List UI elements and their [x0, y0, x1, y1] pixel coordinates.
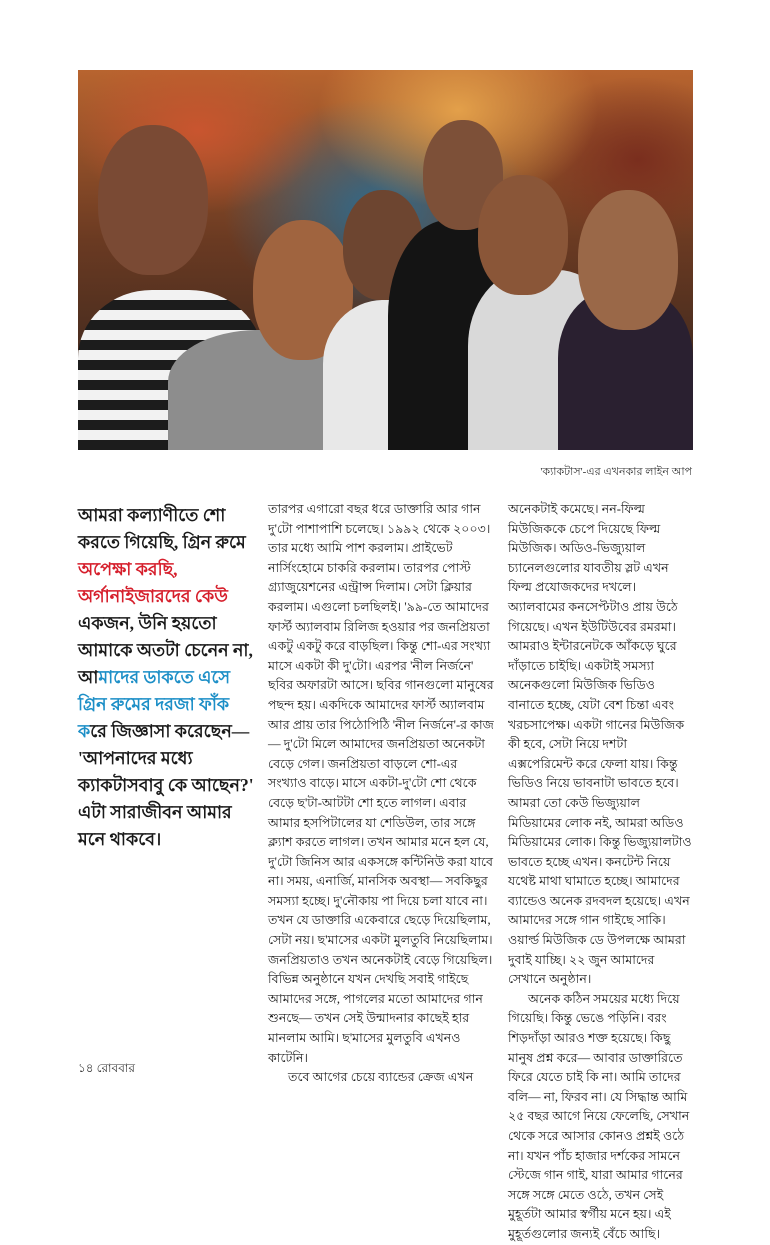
pull-quote-part-1: আমরা কল্যাণীতে শো করতে গিয়েছি, গ্রিন রুমে — [78, 505, 246, 552]
pull-quote-part-5: রে জিজ্ঞাসা করেছেন— 'আপনাদের মধ্যে ক্যাকটাসবাবু কে আছেন?' এটা সারাজীবন আমার মনে থাকবে। — [78, 721, 254, 849]
article-paragraph: অনেক কঠিন সময়ের মধ্যে দিয়ে গিয়েছি। কিন্তু ভেঙে পড়িনি। বরং শিড়দাঁড়া আরও শক্ত হয়েছে। কিছু মানুষ প্রশ্ন করে— আবার ডাক্তারিতে ফিরে যেতে চাই কি না। আমি তাদের বলি— না, ফিরব না। যে সিদ্ধান্ত আমি ২৫ বছর আগে নিয়ে ফেলেছি, সেখান থেকে সরে আসার কোনও প্রশ্নই ওঠে না। যখন পাঁচ হাজার দর্শকের সামনে স্টেজে গান গাই, যারা আমার গানের সঙ্গে সঙ্গে মেতে ওঠে, তখন সেই মুহূর্তটা আমার স্বর্গীয় মনে হয়। এই মুহূর্তগুলোর জন্যই বেঁচে আছি। — [508, 991, 690, 1241]
pull-quote-part-4: মাদের ডাকতে এসে গ্রিন রুমের দরজা ফাঁক ক — [78, 667, 231, 741]
article-paragraph: তবে আগের চেয়ে ব্যান্ডের ক্রেজ এখন — [288, 1070, 474, 1085]
pull-quote-part-3: একজন, উনি হয়তো আমাকে অতটা চেনেন না, আ — [78, 613, 253, 687]
article-column-1 — [268, 500, 498, 1088]
photo-caption: 'ক্যাকটাস'-এর এখনকার লাইন আপ — [540, 466, 692, 478]
pull-quote — [78, 502, 258, 853]
article-paragraph: তারপর এগারো বছর ধরে ডাক্তারি আর গান দু'টো পাশাপাশি চলেছে। ১৯৯২ থেকে ২০০৩। তার মধ্যে আমি পাশ করলাম। প্রাইভেট নার্সিংহোমে চাকরি করলাম। তারপর পোস্ট গ্র্যাজুয়েশনের এন্ট্রান্স দিলাম। সেটা ক্লিয়ার করলাম। এগুলো চলছিলই। '৯৯-তে আমাদের ফার্স্ট অ্যালবাম রিলিজ হওয়ার পর জনপ্রিয়তা একটু একটু করে বাড়ছিল। কিন্তু শো-এর সংখ্যা মাসে একটা কী দু'টো। এরপর 'নীল নির্জনে' ছবির অফারটা আসে। ছবির গানগুলো মানুষের পছন্দ হয়। একদিকে আমাদের ফার্স্ট অ্যালবাম আর প্রায় তার পিঠোপিঠি 'নীল নির্জনে'-র কাজ— দু'টো মিলে আমাদের জনপ্রিয়তা অনেকটা বেড়ে গেল। জনপ্রিয়তা বাড়লে শো-এর সংখ্যাও বাড়ে। মাসে একটা-দু'টো শো থেকে বেড়ে ছ'টা-আটটা শো হতে লাগল। এবার আমার হসপিটালের যা শেডিউল, তার সঙ্গে ক্ল্যাশ করতে লাগল। তখন আমার মনে হল যে, দু'টো জিনিস আর একসঙ্গে কন্টিনিউ করা যাবে না। সময়, এনার্জি, মানসিক অবস্থা— সবকিছুর সমস্যা হচ্ছে। দু'নৌকায় পা দিয়ে চলা যাবে না। তখন যে ডাক্তারি একেবারে ছেড়ে দিয়েছিলাম, সেটা নয়। ছ'মাসের একটা মুলতুবি নিয়েছিলাম। জনপ্রিয়তাও তখন অনেকটাই বেড়ে গিয়েছিল। বিভিন্ন অনুষ্ঠানে যখন দেখছি সবাই গাইছে আমাদের সঙ্গে, পাগলের মতো আমাদের গান শুনছে— তখন সেই উন্মাদনার কাছেই হার মানলাম আমি। ছ'মাসের মুলতুবি এখনও কাটেনি। — [268, 502, 494, 1065]
article-paragraph: অনেকটাই কমেছে। নন-ফিল্ম মিউজিককে চেপে দিয়েছে ফিল্ম মিউজিক। অডিও-ভিজ্যুয়াল চ্যানেলগুলোর যাবতীয় স্লট এখন ফিল্ম প্রযোজকদের দখলে। অ্যালবামের কনসেপ্টটাও প্রায় উঠে গিয়েছে। এখন ইউটিউবের রমরমা। আমরাও ইন্টারনেটকে আঁকড়ে ঘুরে দাঁড়াতে চাইছি। একটাই সমস্যা অনেকগুলো মিউজিক ভিডিও বানাতে হচ্ছে, যেটা বেশ চিন্তা এবং খরচসাপেক্ষ। একটা গানের মিউজিক কী হবে, সেটা নিয়ে দশটা এক্সপেরিমেন্ট করে ফেলা যায়। কিন্তু ভিডিও নিয়ে ভাবনাটা ভাবতে হবে। আমরা তো কেউ ভিজ্যুয়াল মিডিয়ামের লোক নই, আমরা অডিও মিডিয়ামের লোক। কিন্তু ভিজ্যুয়ালটাও ভাবতে হচ্ছে এখন। কনটেন্ট নিয়ে যথেষ্ট মাথা ঘামাতে হচ্ছে। আমাদের ব্যান্ডেও অনেক রদবদল হয়েছে। এখন আমাদের সঙ্গে গান গাইছে সাকি। ওয়ার্ল্ড মিউজিক ডে উপলক্ষে আমরা দুবাই যাচ্ছি। ২২ জুন আমাদের সেখানে অনুষ্ঠান। — [508, 502, 692, 987]
band-photo — [78, 70, 693, 450]
page-footer: ১৪ রোববার — [78, 1061, 135, 1075]
pull-quote-part-2: অপেক্ষা করছি, অর্গানাইজারদের কেউ — [78, 559, 228, 606]
article-column-2 — [508, 500, 693, 1245]
